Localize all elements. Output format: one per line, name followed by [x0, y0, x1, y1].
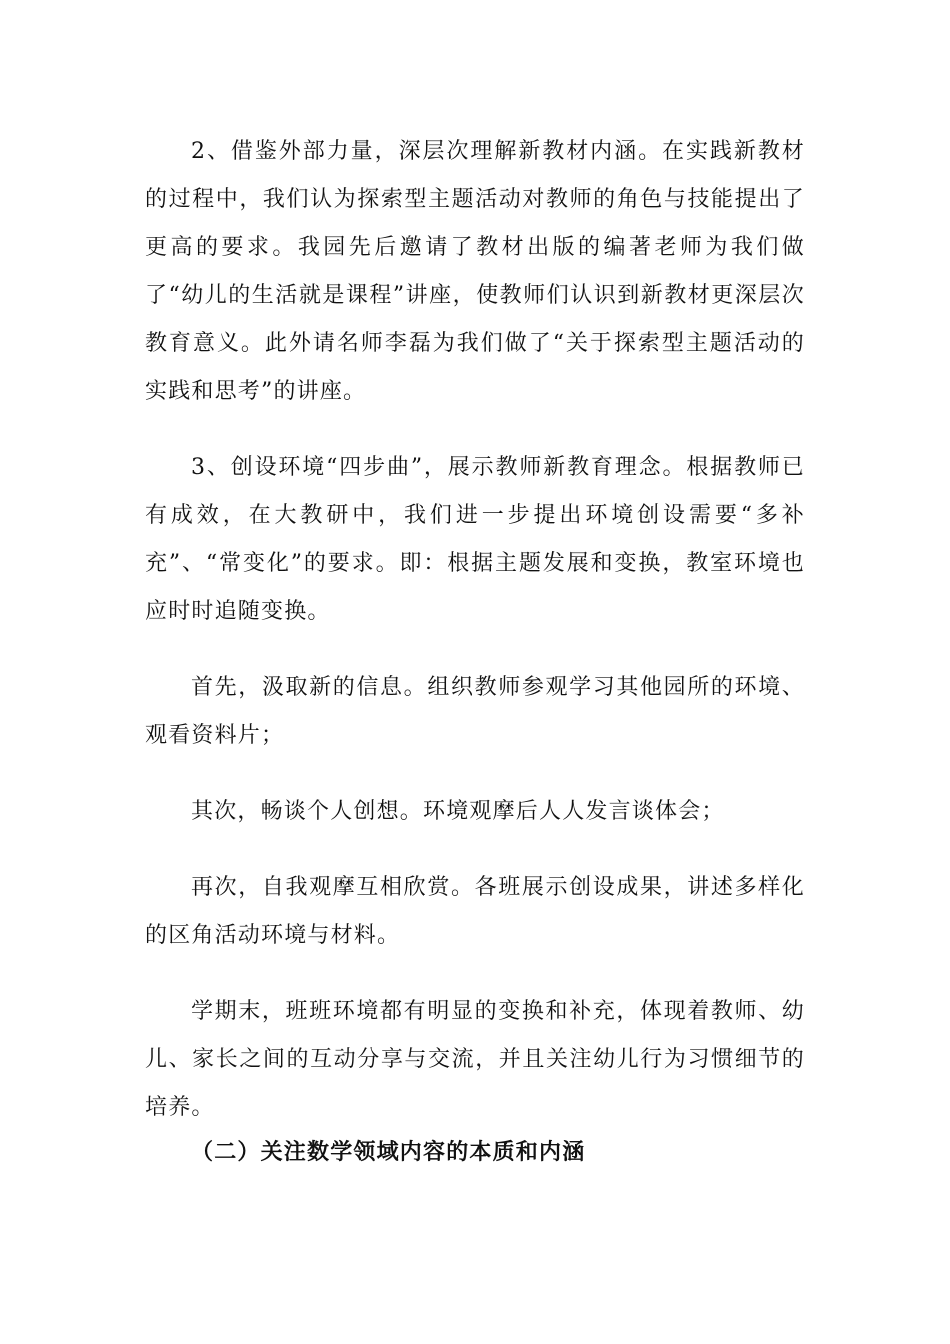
- paragraph-first-step: 首先，汲取新的信息。组织教师参观学习其他园所的环境、观看资料片；: [145, 675, 805, 748]
- paragraph-semester-end: 学期末，班班环境都有明显的变换和补充，体现着教师、幼儿、家长之间的互动分享与交流，并且关注幼儿行为习惯细节的培养。: [145, 999, 805, 1120]
- paragraph-third-step: 再次，自我观摩互相欣赏。各班展示创设成果，讲述多样化的区角活动环境与材料。: [145, 875, 805, 948]
- paragraph-3-environment-steps: 3、创设环境“四步曲”，展示教师新教育理念。根据教师已有成效，在大教研中，我们进一步提出环境创设需要“多补充”、“常变化”的要求。即：根据主题发展和变换，教室环境也应时时追随变换。: [145, 455, 805, 624]
- document-body: [145, 128, 805, 1172]
- paragraph-2-external-resources: 2、借鉴外部力量，深层次理解新教材内涵。在实践新教材的过程中，我们认为探索型主题活动对教师的角色与技能提出了更高的要求。我园先后邀请了教材出版的编著老师为我们做了“幼儿的生活就是课程”讲座，使教师们认识到新教材更深层次教育意义。此外请名师李磊为我们做了“关于探索型主题活动的实践和思考”的讲座。: [145, 139, 805, 404]
- paragraph-second-step: 其次，畅谈个人创想。环境观摩后人人发言谈体会；: [191, 799, 725, 824]
- section-heading-math-domain: （二）关注数学领域内容的本质和内涵: [191, 1139, 586, 1165]
